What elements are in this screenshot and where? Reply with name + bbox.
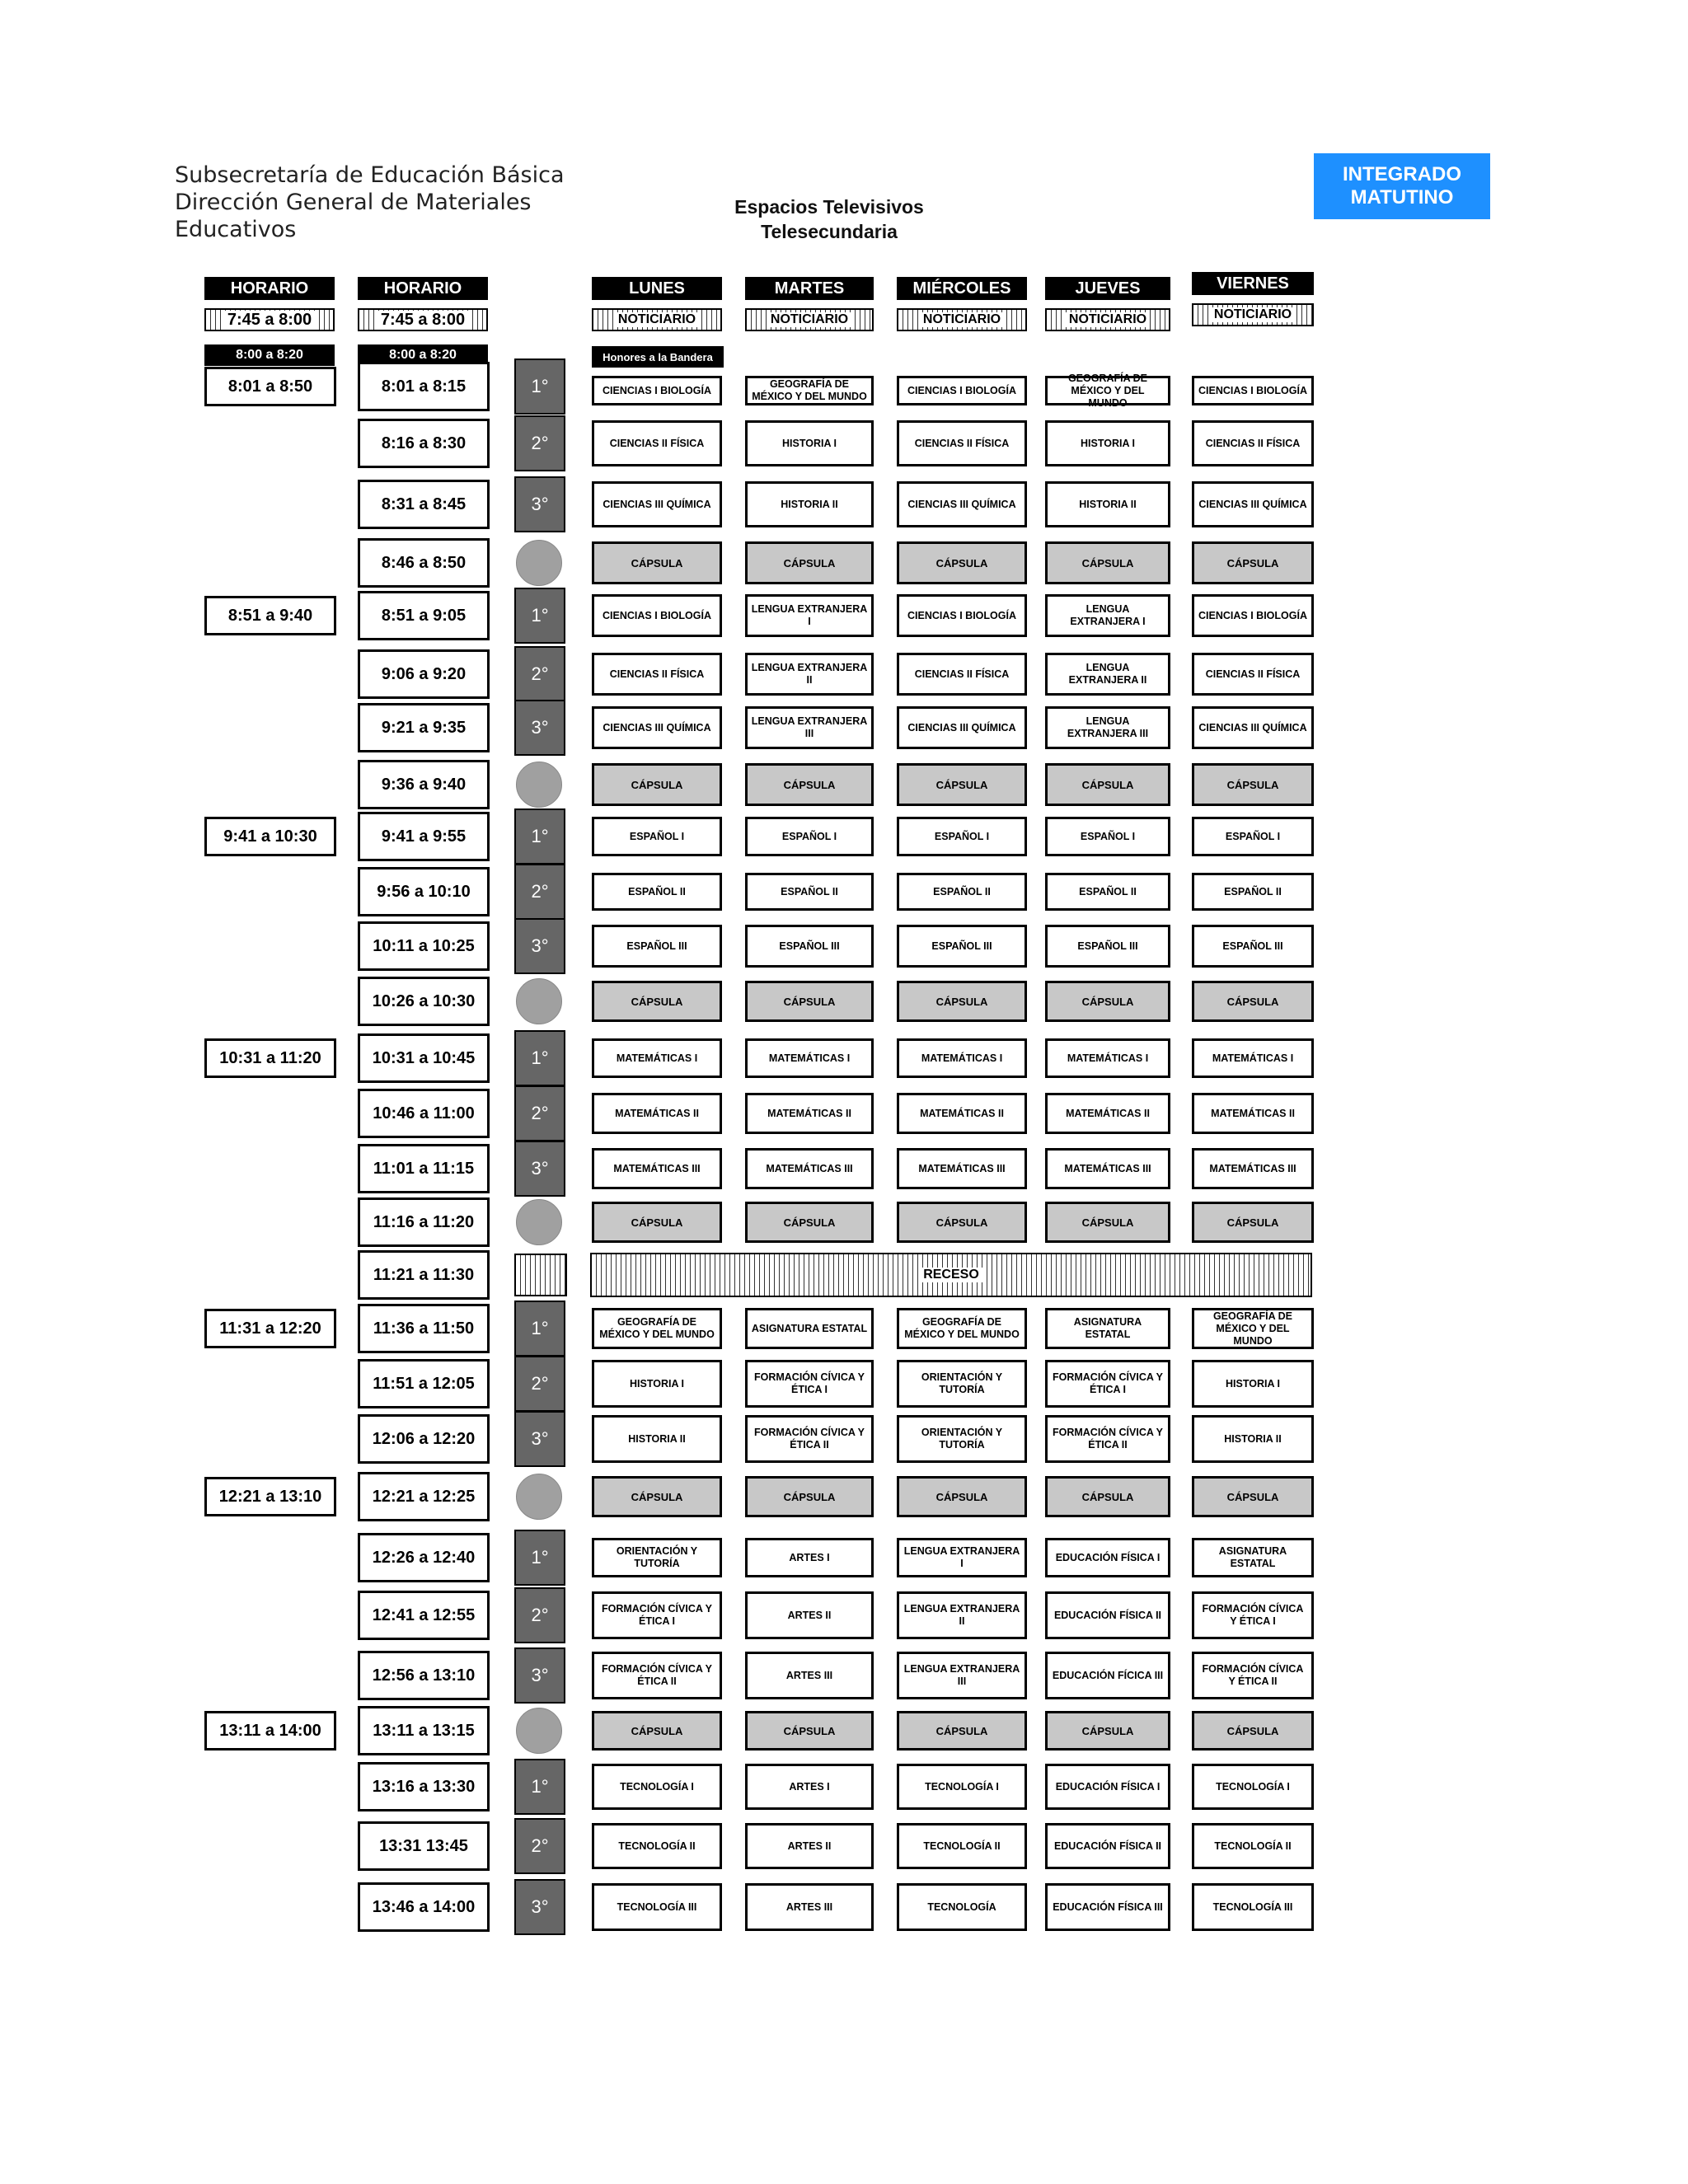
- capsule-cell: CÁPSULA: [745, 1202, 874, 1243]
- subject-cell: ESPAÑOL III: [745, 925, 874, 968]
- subject-cell: ESPAÑOL I: [592, 817, 722, 856]
- grade-badge: 1°: [514, 1030, 565, 1086]
- subject-cell: MATEMÁTICAS III: [1192, 1148, 1314, 1189]
- time-slot: 10:46 a 11:00: [358, 1089, 490, 1138]
- org-line: Subsecretaría de Educación Básica: [175, 162, 565, 188]
- day-header: MIÉRCOLES: [897, 277, 1027, 300]
- block-time: 8:51 a 9:40: [204, 596, 336, 635]
- grade-badge: 3°: [514, 1411, 565, 1467]
- capsule-cell: CÁPSULA: [1192, 981, 1314, 1022]
- org-line: Educativos: [175, 217, 297, 242]
- subject-cell: ESPAÑOL II: [745, 873, 874, 911]
- capsule-cell: CÁPSULA: [897, 1711, 1027, 1750]
- capsule-cell: CÁPSULA: [1192, 1476, 1314, 1517]
- subject-cell: MATEMÁTICAS III: [1045, 1148, 1170, 1189]
- time-slot: 8:01 a 8:15: [358, 362, 490, 411]
- title: Espacios Televisivos: [734, 196, 924, 218]
- receso-marker: [514, 1254, 567, 1296]
- subject-cell: ASIGNATURA ESTATAL: [745, 1308, 874, 1349]
- time-label: 8:00 a 8:20: [358, 344, 488, 366]
- subject-cell: CIENCIAS I BIOLOGÍA: [897, 594, 1027, 637]
- subject-cell: CIENCIAS II FÍSICA: [592, 420, 722, 466]
- capsule-cell: CÁPSULA: [745, 541, 874, 584]
- subject-cell: HISTORIA I: [1045, 420, 1170, 466]
- subject-cell: CIENCIAS III QUÍMICA: [592, 481, 722, 527]
- time-slot: 13:31 13:45: [358, 1821, 490, 1871]
- honores-cell: Honores a la Bandera: [592, 346, 724, 368]
- time-slot: 8:51 a 9:05: [358, 591, 490, 640]
- grade-badge: 3°: [514, 1141, 565, 1197]
- subject-cell: HISTORIA II: [745, 481, 874, 527]
- org-line: Dirección General de Materiales: [175, 190, 532, 215]
- noticiario-cell: [1192, 303, 1314, 326]
- time-slot: 11:16 a 11:20: [358, 1197, 490, 1247]
- time-slot: 8:31 a 8:45: [358, 480, 490, 529]
- grade-badge: 2°: [514, 1587, 565, 1643]
- subject-cell: ASIGNATURA ESTATAL: [1192, 1538, 1314, 1577]
- subject-cell: GEOGRAFÍA DE MÉXICO Y DEL MUNDO: [592, 1308, 722, 1349]
- subject-cell: GEOGRAFÍA DE MÉXICO Y DEL MUNDO: [897, 1308, 1027, 1349]
- time-slot: 8:16 a 8:30: [358, 419, 490, 468]
- block-time: 13:11 a 14:00: [204, 1711, 336, 1750]
- subject-cell: MATEMÁTICAS II: [897, 1093, 1027, 1134]
- subject-cell: ESPAÑOL III: [1192, 925, 1314, 968]
- time-slot: 12:41 a 12:55: [358, 1591, 490, 1640]
- time-slot: 9:36 a 9:40: [358, 760, 490, 809]
- subject-cell: CIENCIAS II FÍSICA: [592, 653, 722, 696]
- subject-cell: TECNOLOGÍA III: [592, 1883, 722, 1931]
- subject-cell: FORMACIÓN CÍVICA Y ÉTICA I: [592, 1591, 722, 1639]
- block-time: 11:31 a 12:20: [204, 1309, 336, 1348]
- subject-cell: CIENCIAS I BIOLOGÍA: [592, 594, 722, 637]
- subject-cell: MATEMÁTICAS I: [745, 1038, 874, 1078]
- subject-cell: ESPAÑOL I: [897, 817, 1027, 856]
- time-slot: 12:26 a 12:40: [358, 1533, 490, 1582]
- subject-cell: MATEMÁTICAS III: [592, 1148, 722, 1189]
- time-slot: 8:46 a 8:50: [358, 538, 490, 588]
- subject-cell: MATEMÁTICAS II: [592, 1093, 722, 1134]
- time-slot: 11:36 a 11:50: [358, 1304, 490, 1353]
- subject-cell: CIENCIAS III QUÍMICA: [592, 706, 722, 749]
- time-slot: 12:56 a 13:10: [358, 1651, 490, 1700]
- badge-line: INTEGRADO: [1343, 163, 1461, 185]
- block-time: 10:31 a 11:20: [204, 1038, 336, 1078]
- day-header: LUNES: [592, 277, 722, 300]
- capsule-cell: CÁPSULA: [745, 1711, 874, 1750]
- time-label: [204, 308, 335, 331]
- block-time: 12:21 a 13:10: [204, 1477, 336, 1516]
- time-text: 7:45 a 8:00: [224, 311, 315, 330]
- subject-cell: ARTES I: [745, 1764, 874, 1810]
- capsule-cell: CÁPSULA: [592, 981, 722, 1022]
- subject-cell: LENGUA EXTRANJERA III: [1045, 706, 1170, 749]
- grade-badge: 1°: [514, 588, 565, 644]
- subject-cell: GEOGRAFÍA DE MÉXICO Y DEL MUNDO: [745, 376, 874, 405]
- subject-cell: EDUCACIÓN FÍSICA II: [1045, 1591, 1170, 1639]
- capsule-cell: CÁPSULA: [1045, 1476, 1170, 1517]
- capsule-dot-icon: [516, 762, 562, 808]
- grade-badge: 3°: [514, 1879, 565, 1935]
- capsule-cell: CÁPSULA: [592, 1711, 722, 1750]
- capsule-cell: CÁPSULA: [592, 1202, 722, 1243]
- subject-cell: CIENCIAS I BIOLOGÍA: [1192, 376, 1314, 405]
- capsule-cell: CÁPSULA: [1192, 1711, 1314, 1750]
- subject-cell: LENGUA EXTRANJERA II: [1045, 653, 1170, 696]
- subject-cell: ARTES III: [745, 1883, 874, 1931]
- noticiario-cell: [592, 308, 722, 331]
- time-slot: 13:11 a 13:15: [358, 1706, 490, 1755]
- subject-cell: MATEMÁTICAS II: [745, 1093, 874, 1134]
- subject-cell: CIENCIAS III QUÍMICA: [1192, 706, 1314, 749]
- subject-cell: ARTES I: [745, 1538, 874, 1577]
- grade-badge: 1°: [514, 1301, 565, 1357]
- capsule-cell: CÁPSULA: [1045, 1202, 1170, 1243]
- subject-cell: ORIENTACIÓN Y TUTORÍA: [897, 1360, 1027, 1408]
- subject-cell: LENGUA EXTRANJERA I: [897, 1538, 1027, 1577]
- grade-badge: 2°: [514, 1818, 565, 1874]
- subject-cell: CIENCIAS I BIOLOGÍA: [1192, 594, 1314, 637]
- capsule-cell: CÁPSULA: [592, 541, 722, 584]
- day-header: VIERNES: [1192, 272, 1314, 295]
- subject-cell: HISTORIA II: [592, 1415, 722, 1463]
- subject-cell: ESPAÑOL III: [1045, 925, 1170, 968]
- grade-badge: 2°: [514, 646, 565, 702]
- capsule-cell: CÁPSULA: [1045, 981, 1170, 1022]
- grade-badge: 3°: [514, 1647, 565, 1704]
- subject-cell: CIENCIAS I BIOLOGÍA: [592, 376, 722, 405]
- grade-badge: 3°: [514, 700, 565, 756]
- time-text: 7:45 a 8:00: [377, 311, 468, 330]
- capsule-cell: CÁPSULA: [897, 763, 1027, 806]
- shift-badge: [1314, 153, 1490, 219]
- time-slot: 9:21 a 9:35: [358, 703, 490, 752]
- badge-line: MATUTINO: [1350, 186, 1454, 209]
- subject-cell: CIENCIAS II FÍSICA: [1192, 653, 1314, 696]
- subject-cell: CIENCIAS II FÍSICA: [1192, 420, 1314, 466]
- subject-cell: ESPAÑOL III: [592, 925, 722, 968]
- subject-cell: LENGUA EXTRANJERA I: [745, 594, 874, 637]
- subject-cell: TECNOLOGÍA II: [897, 1823, 1027, 1869]
- horario-header: HORARIO: [358, 277, 488, 300]
- subject-cell: ESPAÑOL II: [1192, 873, 1314, 911]
- noticiario-text: NOTICIARIO: [615, 312, 699, 327]
- noticiario-cell: [1045, 308, 1170, 331]
- subject-cell: ESPAÑOL II: [1045, 873, 1170, 911]
- time-slot: 10:31 a 10:45: [358, 1033, 490, 1083]
- subject-cell: TECNOLOGÍA I: [1192, 1764, 1314, 1810]
- block-time: 8:01 a 8:50: [204, 367, 336, 406]
- subject-cell: EDUCACIÓN FÍSICA III: [1045, 1883, 1170, 1931]
- subject-cell: MATEMÁTICAS I: [1045, 1038, 1170, 1078]
- subject-cell: ARTES III: [745, 1652, 874, 1699]
- capsule-cell: CÁPSULA: [1045, 1711, 1170, 1750]
- subject-cell: EDUCACIÓN FÍSICA II: [1045, 1823, 1170, 1869]
- grade-badge: 2°: [514, 864, 565, 920]
- subject-cell: HISTORIA II: [1045, 481, 1170, 527]
- time-slot: 13:16 a 13:30: [358, 1762, 490, 1811]
- time-slot: 10:26 a 10:30: [358, 977, 490, 1026]
- subject-cell: CIENCIAS III QUÍMICA: [897, 706, 1027, 749]
- grade-badge: 2°: [514, 415, 565, 471]
- grade-badge: 1°: [514, 808, 565, 865]
- time-slot: 9:56 a 10:10: [358, 867, 490, 916]
- time-slot: 9:41 a 9:55: [358, 812, 490, 861]
- grade-badge: 2°: [514, 1085, 565, 1141]
- subject-cell: LENGUA EXTRANJERA II: [897, 1591, 1027, 1639]
- subject-cell: GEOGRAFÍA DE MÉXICO Y DEL MUNDO: [1192, 1308, 1314, 1349]
- subject-cell: MATEMÁTICAS I: [1192, 1038, 1314, 1078]
- subject-cell: LENGUA EXTRANJERA III: [897, 1652, 1027, 1699]
- noticiario-text: NOTICIARIO: [767, 312, 851, 327]
- capsule-cell: CÁPSULA: [1045, 763, 1170, 806]
- capsule-cell: CÁPSULA: [897, 1202, 1027, 1243]
- subject-cell: TECNOLOGÍA I: [592, 1764, 722, 1810]
- subject-cell: CIENCIAS III QUÍMICA: [897, 481, 1027, 527]
- capsule-cell: CÁPSULA: [897, 541, 1027, 584]
- capsule-cell: CÁPSULA: [1045, 541, 1170, 584]
- organization-header: [175, 162, 565, 243]
- subject-cell: CIENCIAS II FÍSICA: [897, 653, 1027, 696]
- subject-cell: FORMACIÓN CÍVICA Y ÉTICA I: [745, 1360, 874, 1408]
- time-label: [358, 308, 488, 331]
- subject-cell: ARTES II: [745, 1823, 874, 1869]
- subject-cell: FORMACIÓN CÍVICA Y ÉTICA II: [592, 1652, 722, 1699]
- subject-cell: FORMACIÓN CÍVICA Y ÉTICA II: [1192, 1652, 1314, 1699]
- capsule-cell: CÁPSULA: [897, 1476, 1027, 1517]
- subject-cell: EDUCACIÓN FÍSICA I: [1045, 1538, 1170, 1577]
- subject-cell: FORMACIÓN CÍVICA Y ÉTICA II: [745, 1415, 874, 1463]
- noticiario-text: NOTICIARIO: [1066, 312, 1150, 327]
- subject-cell: MATEMÁTICAS II: [1192, 1093, 1314, 1134]
- subject-cell: TECNOLOGÍA II: [1192, 1823, 1314, 1869]
- capsule-cell: CÁPSULA: [1192, 1202, 1314, 1243]
- grade-badge: 3°: [514, 918, 565, 974]
- time-slot: 12:21 a 12:25: [358, 1472, 490, 1521]
- subject-cell: CIENCIAS III QUÍMICA: [1192, 481, 1314, 527]
- subject-cell: ORIENTACIÓN Y TUTORÍA: [592, 1538, 722, 1577]
- subject-cell: TECNOLOGÍA III: [1192, 1883, 1314, 1931]
- time-label: 8:00 a 8:20: [204, 344, 335, 366]
- subject-cell: FORMACIÓN CÍVICA Y ÉTICA I: [1192, 1591, 1314, 1639]
- capsule-cell: CÁPSULA: [1192, 541, 1314, 584]
- grade-badge: 1°: [514, 1530, 565, 1586]
- subject-cell: ESPAÑOL II: [592, 873, 722, 911]
- noticiario-cell: [897, 308, 1027, 331]
- block-time: 9:41 a 10:30: [204, 817, 336, 856]
- subject-cell: FORMACIÓN CÍVICA Y ÉTICA I: [1045, 1360, 1170, 1408]
- capsule-cell: CÁPSULA: [745, 981, 874, 1022]
- day-header: MARTES: [745, 277, 874, 300]
- capsule-dot-icon: [516, 1708, 562, 1754]
- capsule-dot-icon: [516, 1199, 562, 1245]
- subject-cell: HISTORIA I: [1192, 1360, 1314, 1408]
- time-slot: 10:11 a 10:25: [358, 921, 490, 971]
- time-slot: 13:46 a 14:00: [358, 1882, 490, 1932]
- subject-cell: ESPAÑOL I: [1045, 817, 1170, 856]
- capsule-cell: CÁPSULA: [745, 763, 874, 806]
- subject-cell: FORMACIÓN CÍVICA Y ÉTICA II: [1045, 1415, 1170, 1463]
- subject-cell: CIENCIAS I BIOLOGÍA: [897, 376, 1027, 405]
- noticiario-cell: [745, 308, 874, 331]
- receso-bar: [590, 1253, 1312, 1297]
- noticiario-text: NOTICIARIO: [1211, 307, 1295, 322]
- subject-cell: HISTORIA I: [592, 1360, 722, 1408]
- day-header: JUEVES: [1045, 277, 1170, 300]
- grade-badge: 1°: [514, 359, 565, 415]
- subject-cell: EDUCACIÓN FÍSICA I: [1045, 1764, 1170, 1810]
- subject-cell: LENGUA EXTRANJERA I: [1045, 594, 1170, 637]
- subject-cell: TECNOLOGÍA I: [897, 1764, 1027, 1810]
- subject-cell: HISTORIA II: [1192, 1415, 1314, 1463]
- capsule-dot-icon: [516, 1474, 562, 1520]
- subject-cell: ARTES II: [745, 1591, 874, 1639]
- subject-cell: MATEMÁTICAS I: [897, 1038, 1027, 1078]
- subject-cell: ORIENTACIÓN Y TUTORÍA: [897, 1415, 1027, 1463]
- subject-cell: CIENCIAS II FÍSICA: [897, 420, 1027, 466]
- subtitle: Telesecundaria: [761, 221, 898, 242]
- subject-cell: ASIGNATURA ESTATAL: [1045, 1308, 1170, 1349]
- subject-cell: TECNOLOGÍA: [897, 1883, 1027, 1931]
- time-slot: 11:51 a 12:05: [358, 1359, 490, 1408]
- time-slot: 11:21 a 11:30: [358, 1250, 490, 1300]
- subject-cell: LENGUA EXTRANJERA II: [745, 653, 874, 696]
- subject-cell: ESPAÑOL II: [897, 873, 1027, 911]
- subject-cell: LENGUA EXTRANJERA III: [745, 706, 874, 749]
- subject-cell: MATEMÁTICAS III: [897, 1148, 1027, 1189]
- horario-header: HORARIO: [204, 277, 335, 300]
- capsule-cell: CÁPSULA: [745, 1476, 874, 1517]
- capsule-cell: CÁPSULA: [897, 981, 1027, 1022]
- grade-badge: 2°: [514, 1356, 565, 1412]
- capsule-dot-icon: [516, 978, 562, 1024]
- subject-cell: EDUCACIÓN FÍCICA III: [1045, 1652, 1170, 1699]
- time-slot: 9:06 a 9:20: [358, 649, 490, 699]
- time-slot: 12:06 a 12:20: [358, 1414, 490, 1464]
- time-slot: 11:01 a 11:15: [358, 1144, 490, 1193]
- subject-cell: ESPAÑOL I: [1192, 817, 1314, 856]
- subject-cell: MATEMÁTICAS II: [1045, 1093, 1170, 1134]
- receso-label: RECESO: [920, 1268, 982, 1282]
- capsule-cell: CÁPSULA: [592, 763, 722, 806]
- subject-cell: HISTORIA I: [745, 420, 874, 466]
- subject-cell: GEOGRAFÍA DE MÉXICO Y DEL MUNDO: [1045, 376, 1170, 405]
- capsule-cell: CÁPSULA: [592, 1476, 722, 1517]
- subject-cell: MATEMÁTICAS I: [592, 1038, 722, 1078]
- capsule-cell: CÁPSULA: [1192, 763, 1314, 806]
- subject-cell: ESPAÑOL III: [897, 925, 1027, 968]
- subject-cell: TECNOLOGÍA II: [592, 1823, 722, 1869]
- subject-cell: ESPAÑOL I: [745, 817, 874, 856]
- capsule-dot-icon: [516, 540, 562, 586]
- grade-badge: 3°: [514, 476, 565, 532]
- noticiario-text: NOTICIARIO: [920, 312, 1004, 327]
- subject-cell: MATEMÁTICAS III: [745, 1148, 874, 1189]
- grade-badge: 1°: [514, 1759, 565, 1815]
- document-title: [706, 194, 953, 244]
